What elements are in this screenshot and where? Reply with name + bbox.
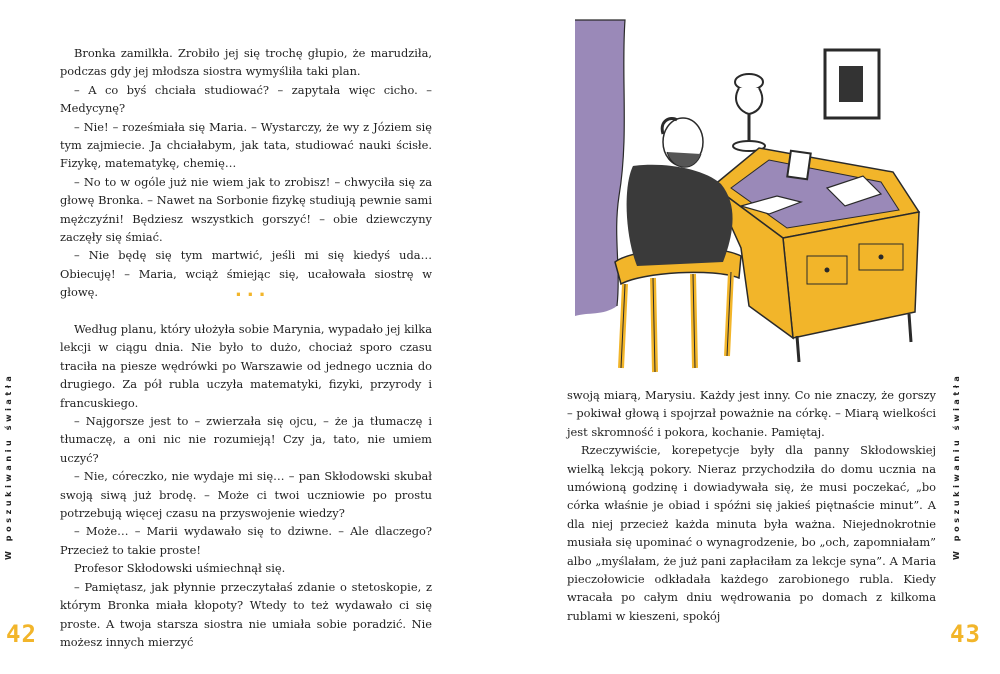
paragraph: – Nie będę się tym martwić, jeśli mi się kiedyś uda… Obiecuję! – Maria, wciąż śmiejąc się, ucałowała siostrę w głowę. [60, 248, 432, 300]
paragraph: – A co byś chciała studiować? – zapytała więc cicho. – Medycynę? [60, 82, 432, 116]
paragraph: – Może… – Marii wydawało się to dziwne. – Ale dlaczego? Przecież to takie proste! [60, 524, 432, 557]
running-head-right: W poszukiwaniu światła [952, 372, 961, 560]
paragraph: – No to w ogóle już nie wiem jak to zrobisz! – chwyciła się za głowę Bronka. – Nawet na Sorbonie fizykę studiują pewnie sami mężczyźni! Będziesz wszystkich gorszyć! – obie dziewczyny zaczęły się śmiać. [60, 174, 432, 245]
paragraph: – Pamiętasz, jak płynnie przeczytałaś zdanie o stetoskopie, z którym Bronka miała kłopoty? Wtedy to też wydawało ci się proste. A twoja starsza siostra nie umiała sobie poradzić. Nie możesz innych mierzyć [60, 579, 432, 649]
paragraph: – Najgorsze jest to – zwierzała się ojcu, – że ja tłumaczę i tłumaczę, a oni nic nie rozumieją! Czy ja, tato, nie umiem uczyć? [60, 414, 432, 465]
text-block-c [567, 386, 936, 625]
paragraph: – Nie! – roześmiała się Maria. – Wystarczy, że wy z Józiem się tym zajmiecie. Ja chciałabym, jak tata, studiować nauki ścisłe. Fizykę, matematykę, chemię… [60, 119, 432, 171]
text-block-b [60, 320, 432, 651]
page-number-right: 43 [950, 620, 981, 648]
running-head-left: W poszukiwaniu światła [4, 372, 13, 560]
paragraph: Profesor Skłodowski uśmiechnął się. [74, 561, 286, 576]
paragraph: Rzeczywiście, korepetycje były dla panny Skłodowskiej wielką lekcją pokory. Nieraz przychodziła do domu ucznia na umówioną godzinę i dowiadywała się, że musi poczekać, „bo córka właśnie je obiad i spóźni się jakieś piętnaście minut”. A dla niej przecież każda minuta była ważna. Niejednokrotnie musiała się upominać o wynagrodzenie, bo „och, zapomniałam” albo „myślałam, że już pani zapłaciłam za lekcje syna”. A Maria pieczołowicie odkładała każdego zarobionego rubla. Kiedy wracała po całym dniu wędrowania po domach z kilkoma rublami w kieszeni, spokój [567, 443, 936, 623]
text-block-a [60, 44, 432, 302]
section-break-ornament: ... [235, 280, 271, 301]
page-number-left: 42 [6, 620, 37, 648]
paragraph: swoją miarą, Marysiu. Każdy jest inny. Co nie znaczy, że gorszy – pokiwał głową i spojrzał poważnie na córkę. – Miarą wielkości jest skromność i pokora, kochanie. Pamiętaj. [567, 388, 936, 439]
paragraph: Bronka zamilkła. Zrobiło jej się trochę głupio, że marudziła, podczas gdy jej młodsza siostra wymyśliła taki plan. [60, 46, 432, 79]
paragraph: Według planu, który ułożyła sobie Marynia, wypadało jej kilka lekcji w ciągu dnia. Nie było to dużo, chociaż sporo czasu traciła na piesze wędrówki po Warszawie od jednego ucznia do drugiego. Za pół rubla uczyła matematyki, fizyki, przyrody i francuskiego. [60, 322, 432, 410]
paragraph: – Nie, córeczko, nie wydaje mi się… – pan Skłodowski skubał swoją siwą już brodę. – Może ci twoi uczniowie po prostu potrzebują więcej czasu na przyswojenie wiedzy? [60, 469, 432, 521]
